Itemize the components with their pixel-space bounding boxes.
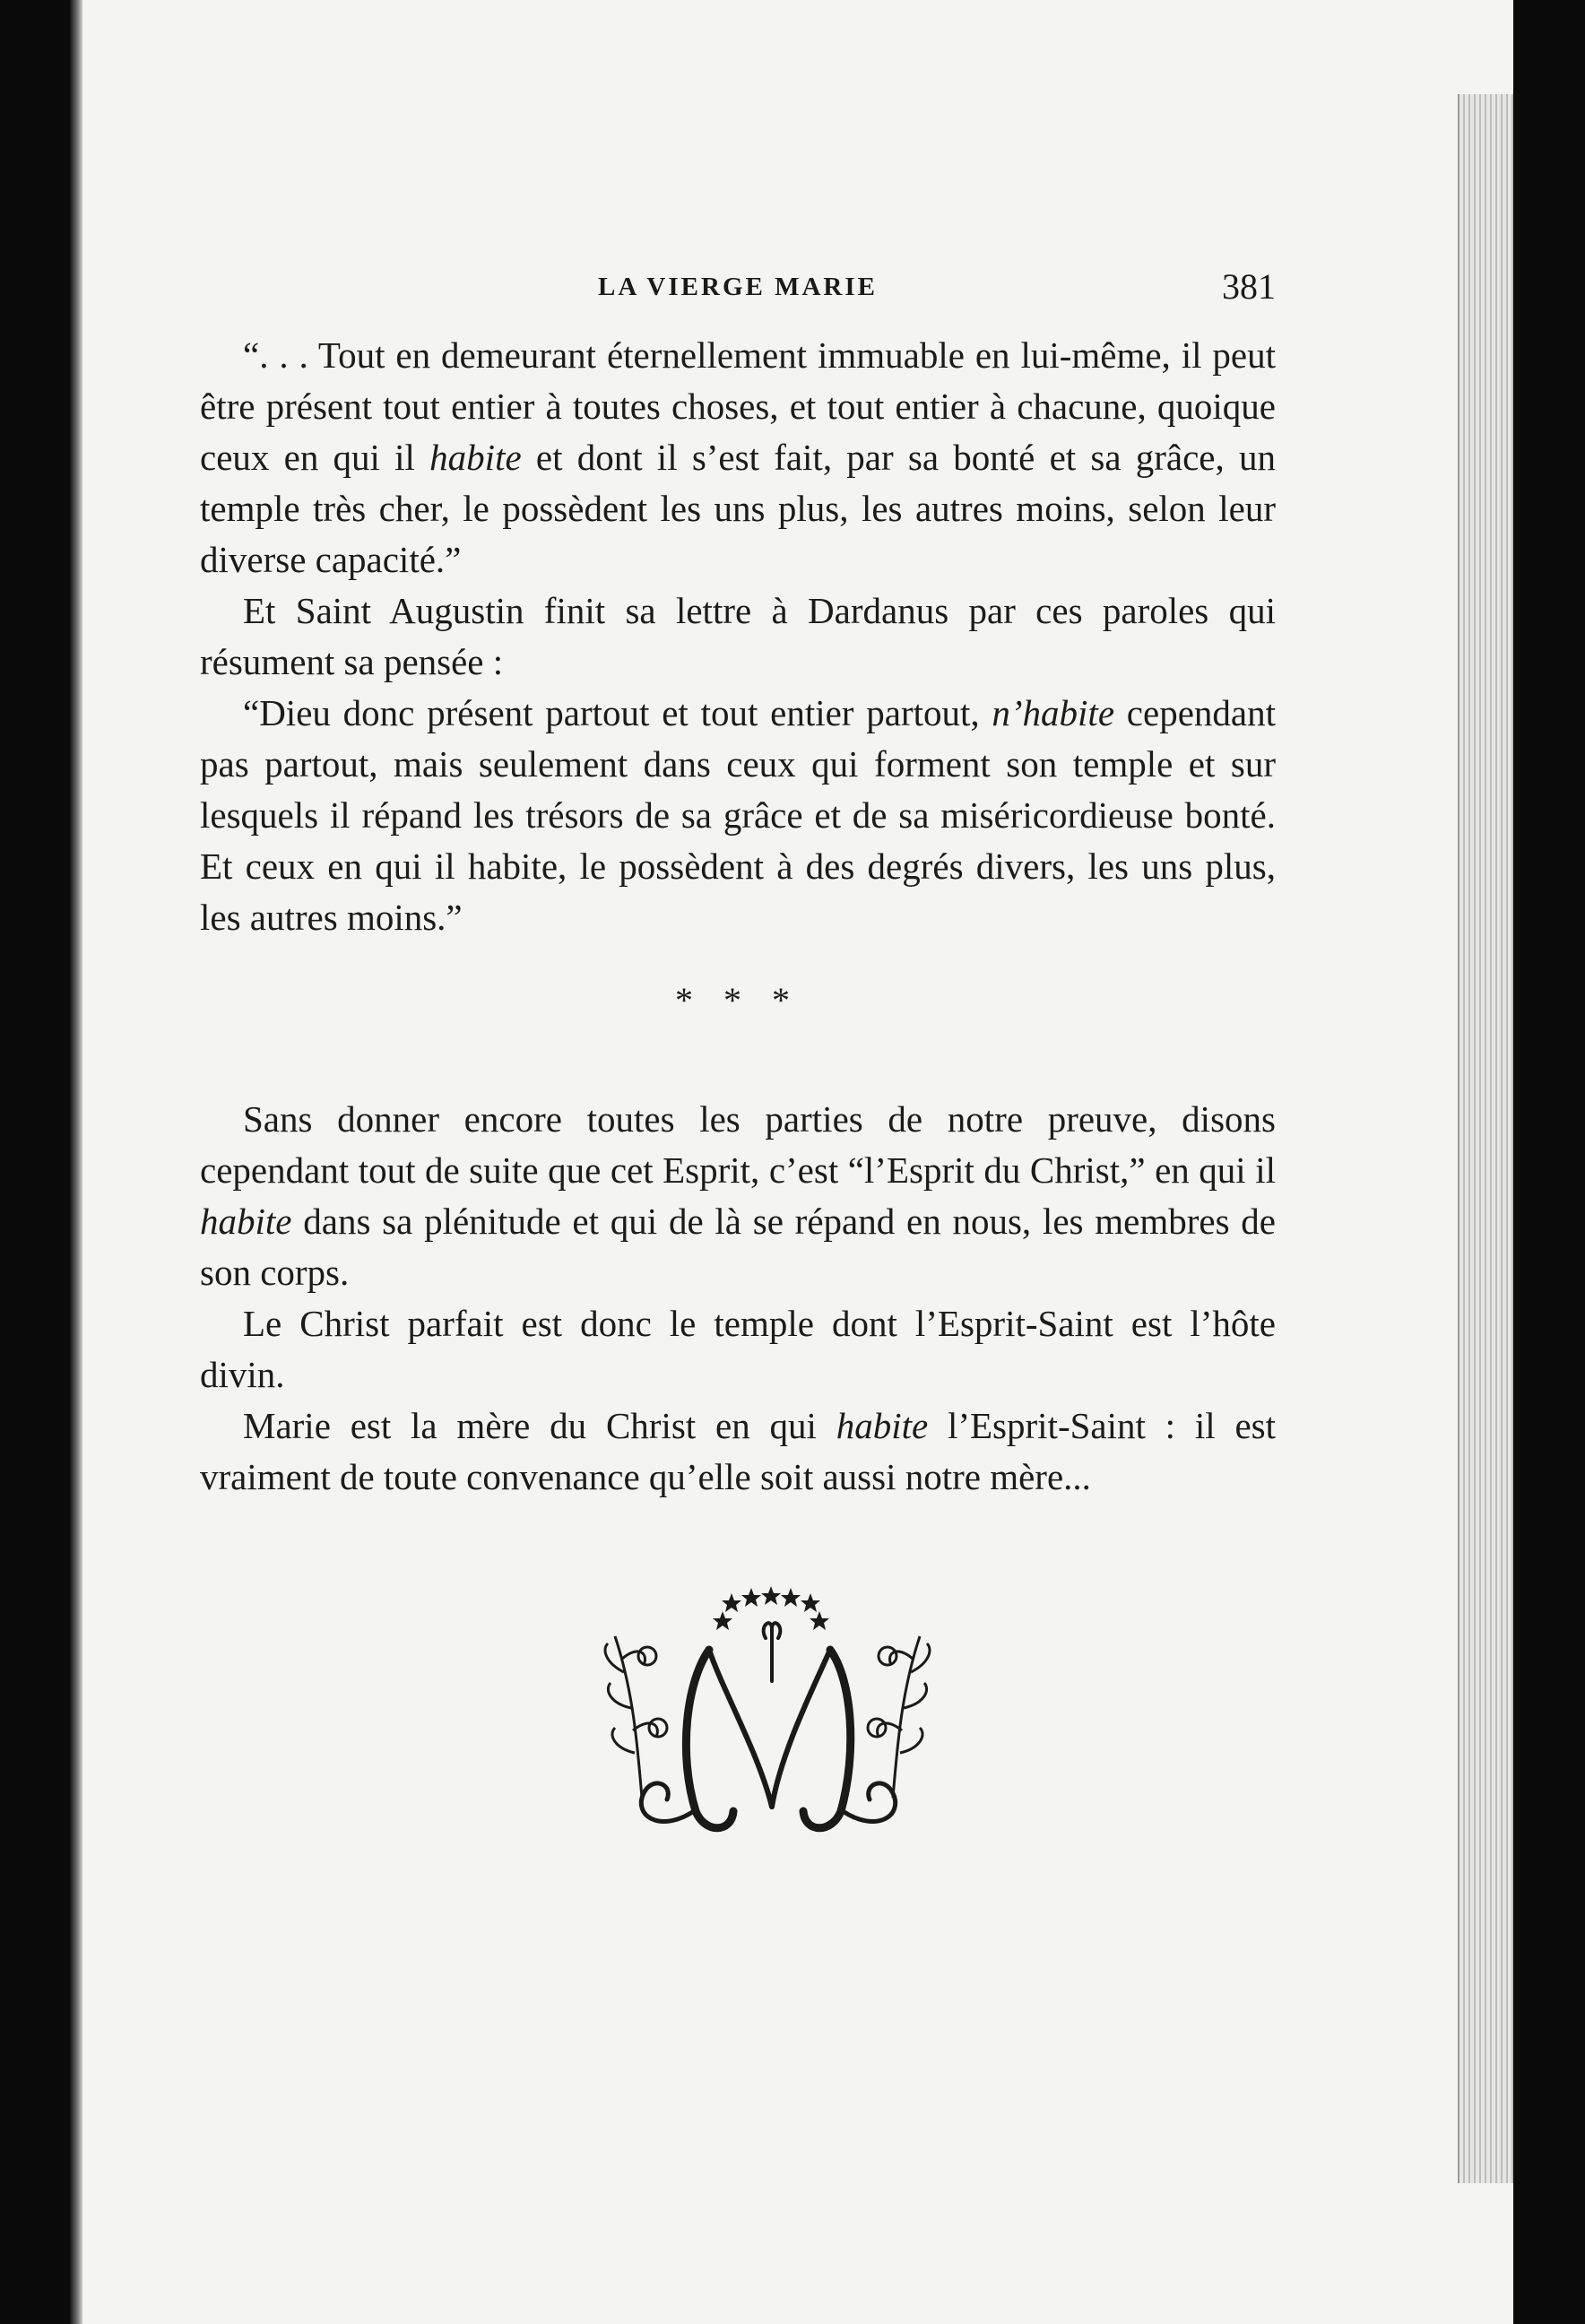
page-edges (1458, 94, 1513, 2183)
running-title: LA VIERGE MARIE (598, 273, 878, 301)
paragraph-augustin-quote (200, 688, 1276, 943)
lily-branch-left-icon (605, 1636, 667, 1798)
paragraph-quote-end (200, 330, 1276, 585)
section-separator: * * * (675, 980, 801, 1020)
text-run: Et Saint Augustin finit sa lettre à Dardanus par ces paroles qui résument sa pensée : (200, 590, 1276, 682)
text-run: “. . . Tout en demeurant éternellement immuable en lui-même, il peut être présent tout entier à toutes choses, et tout entier à chacune, quoique ceux en qui il (200, 334, 1276, 478)
book-page (70, 0, 1513, 2324)
marian-monogram-icon (588, 1574, 947, 1851)
page-number: 381 (1222, 266, 1276, 307)
text-run: et dont il s’est fait, par sa bonté et sa grâce, un temple très cher, le possèdent les uns plus, les autres moins, selon leur diverse capacité.” (200, 437, 1276, 580)
monogram-letters-icon (641, 1623, 895, 1827)
text-run: Le Christ parfait est donc le temple dont l’Esprit-Saint est l’hôte divin. (200, 1303, 1276, 1395)
italic-run: habite (429, 437, 522, 478)
text-run: l’Esprit-Saint : il est vraiment de toute convenance qu’elle soit aussi notre mère... (200, 1405, 1276, 1497)
text-run: cependant pas partout, mais seulement dans ceux qui forment son temple et sur lesquels il répand les trésors de sa grâce et de sa miséricordieuse bonté. Et ceux en qui il habite, le possèdent à des degrés divers, les uns plus, les autres moins.” (200, 692, 1276, 938)
italic-run: habite (836, 1405, 929, 1446)
page-header (200, 265, 1276, 328)
paragraph-marie-mere (200, 1400, 1276, 1503)
lily-branch-right-icon (868, 1636, 930, 1798)
body-text (200, 330, 1276, 1503)
text-run: dans sa plénitude et qui de là se répand en nous, les membres de son corps. (200, 1201, 1276, 1293)
italic-run: habite (200, 1201, 292, 1242)
text-run: Marie est la mère du Christ en qui (243, 1405, 836, 1446)
paragraph-preuve (200, 1094, 1276, 1298)
paragraph-christ-temple (200, 1298, 1276, 1400)
text-run: “Dieu donc présent partout et tout entier partout, (243, 692, 992, 733)
paragraph-augustin-intro (200, 585, 1276, 688)
text-run: Sans donner encore toutes les parties de notre preuve, disons cependant tout de suite que cet Esprit, c’est “l’Esprit du Christ,” en qui il (200, 1098, 1276, 1191)
page-gutter (70, 0, 82, 2324)
italic-run: n’habite (992, 692, 1115, 733)
